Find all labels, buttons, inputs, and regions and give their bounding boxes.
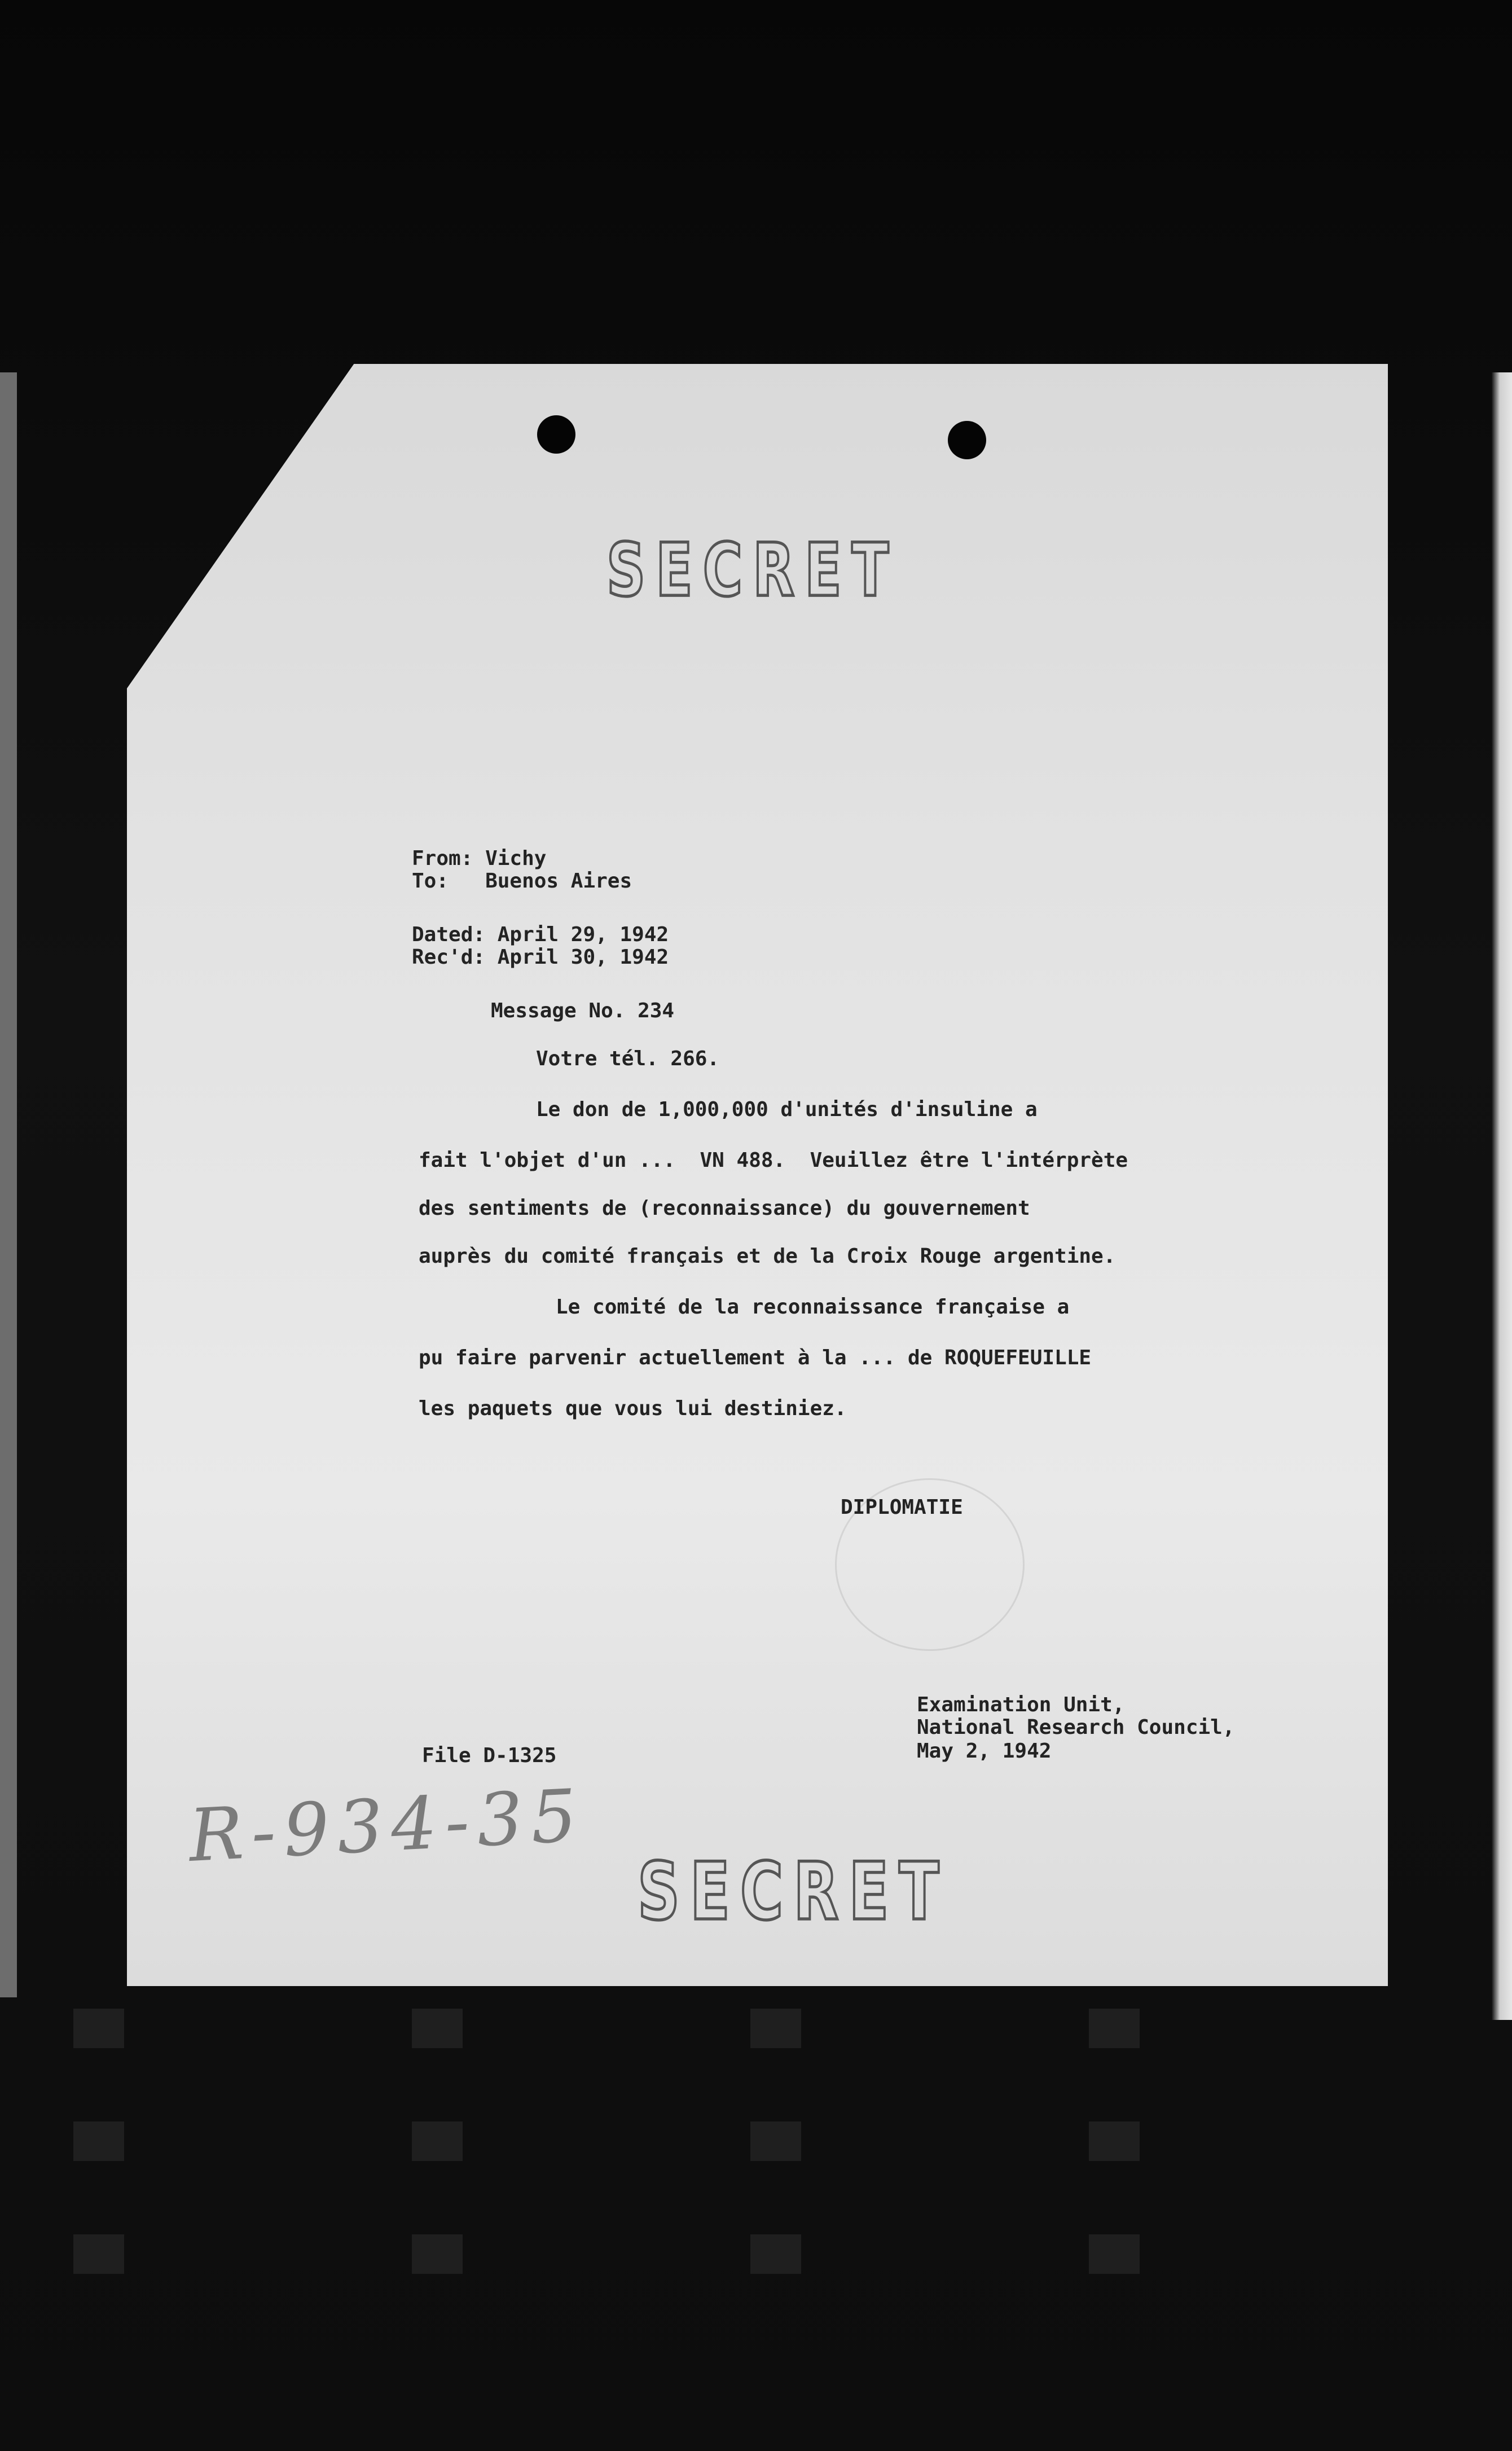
secret-stamp-top: SECRET: [606, 528, 899, 613]
sprocket-hole: [412, 2121, 463, 2161]
sprocket-hole: [73, 2234, 124, 2274]
punch-hole: [948, 421, 986, 459]
sprocket-hole: [412, 2234, 463, 2274]
sprocket-row: [0, 2234, 1512, 2279]
to-line: [412, 869, 632, 894]
body-line: Le don de 1,000,000 d'unités d'insuline a: [536, 1098, 1038, 1121]
recd-value: April 30, 1942: [497, 946, 669, 969]
body-line: auprès du comité français et de la Croix Rouge argentine.: [419, 1245, 1116, 1268]
film-edge-right: [1492, 372, 1512, 2020]
signature: DIPLOMATIE: [841, 1496, 963, 1519]
body-line: des sentiments de (reconnaissance) du gouvernement: [419, 1197, 1030, 1220]
sprocket-hole: [750, 2121, 801, 2161]
to-value: Buenos Aires: [485, 869, 632, 893]
sprocket-hole: [73, 2009, 124, 2048]
sprocket-hole: [750, 2234, 801, 2274]
to-label: To:: [412, 869, 449, 893]
sprocket-hole: [412, 2009, 463, 2048]
sprocket-hole: [750, 2009, 801, 2048]
sprocket-hole: [73, 2121, 124, 2161]
body-line: les paquets que vous lui destiniez.: [419, 1397, 847, 1420]
recd-line: [412, 945, 669, 970]
sprocket-hole: [1089, 2009, 1140, 2048]
sprocket-hole: [1089, 2234, 1140, 2274]
unit-line: May 2, 1942: [917, 1740, 1052, 1763]
sprocket-hole: [1089, 2121, 1140, 2161]
dated-line: [412, 923, 669, 947]
secret-stamp-bottom: SECRET: [638, 1845, 950, 1938]
unit-line: National Research Council,: [917, 1716, 1235, 1739]
from-label: From:: [412, 847, 473, 870]
from-value: Vichy: [485, 847, 547, 870]
file-reference: File D-1325: [422, 1744, 557, 1767]
sprocket-row: [0, 2121, 1512, 2167]
body-line: fait l'objet d'un ... VN 488. Veuillez être l'intérprète: [419, 1149, 1128, 1172]
dated-value: April 29, 1942: [497, 923, 669, 946]
recd-label: Rec'd:: [412, 946, 486, 969]
dated-label: Dated:: [412, 923, 486, 946]
body-line: pu faire parvenir actuellement à la ... de ROQUEFEUILLE: [419, 1346, 1092, 1369]
from-line: [412, 846, 546, 871]
message-number: Message No. 234: [491, 999, 675, 1022]
film-edge-left: [0, 372, 17, 1997]
sprocket-row: [0, 2009, 1512, 2054]
body-line: Votre tél. 266.: [536, 1047, 720, 1070]
unit-line: Examination Unit,: [917, 1693, 1125, 1716]
punch-hole: [537, 415, 575, 454]
handwritten-reference: R-934-35: [187, 1773, 587, 1878]
body-line: Le comité de la reconnaissance française a: [556, 1295, 1070, 1319]
